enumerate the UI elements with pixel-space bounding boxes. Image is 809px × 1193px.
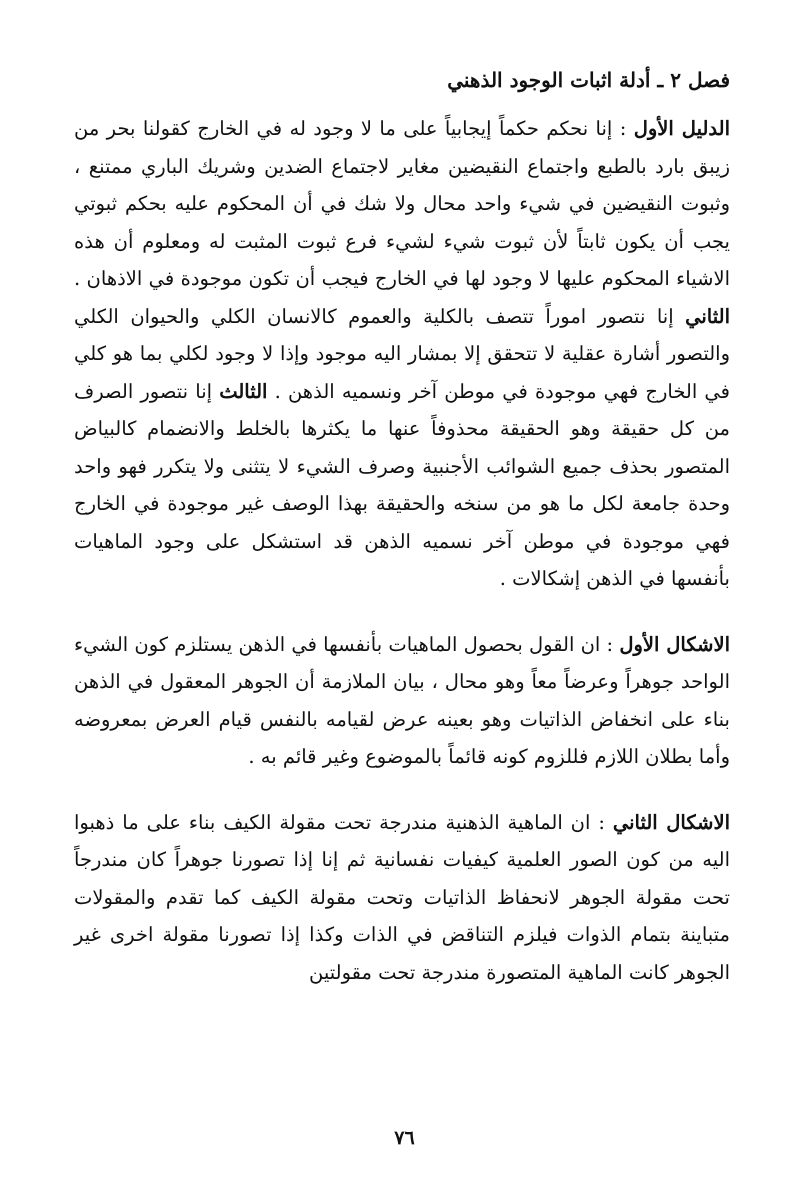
chapter-title: فصل ٢ ـ أدلة اثبات الوجود الذهني — [447, 68, 730, 92]
paragraph-text: إنا نتصور اموراً تتصف بالكلية والعموم كالانسان الكلي والحيوان الكلي والتصور أشارة عقلية لا تتحقق إلا بمشار اليه موجود وإذا لا وجود لكلي بما هو كلي في الخارج فهي موجودة في موطن آخر ونسميه الذهن . — [74, 304, 730, 403]
paragraph-second-objection — [74, 804, 730, 992]
page-number: ٧٦ — [394, 1127, 415, 1149]
paragraph-text: : ان القول بحصول الماهيات بأنفسها في الذهن يستلزم كون الشيء الواحد جوهراً وعرضاً معاً وهو محال ، بيان الملازمة أن الجوهر المعقول في الذهن بناء على انخفاض الذاتيات وهو بعينه عرض لقيامه بالنفس قيام العرض بمعروضه وأما بطلان اللازم فللزوم كونه قائماً بالموضوع وغير قائم به . — [74, 632, 730, 768]
paragraph-lead-second-objection: الاشكال الثاني — [612, 810, 730, 834]
paragraph-lead-first-proof: الدليل الأول — [633, 117, 730, 140]
book-page — [74, 58, 730, 1158]
paragraph-text: : إنا نحكم حكماً إيجابياً على ما لا وجود له في الخارج كقولنا بحر من زيبق بارد بالطبع واجتماع النقيضين مغاير لاجتماع الضدين وشريك الباري ممتنع ، وثبوت النقيضين في شيء واحد محال ولا شك في أن المحكوم عليه بحكم ثبوتي يجب أن يكون ثابتاً لأن ثبوت شيء لشيء فرع ثبوت المثبت له ومعلوم أن هذه الاشياء المحكوم عليها لا وجود لها في الخارج فيجب أن تكون موجودة في الاذهان . — [74, 117, 730, 290]
paragraph-text: إنا نتصور الصرف من كل حقيقة وهو الحقيقة محذوفاً عنها ما يكثرها بالخلط والانضمام كالبياض المتصور بحذف جميع الشوائب الأجنبية وصرف الشيء لا يتثنى ولا يتكرر فهو واحد وحدة جامعة لكل ما هو من سنخه والحقيقة بهذا الوصف غير موجودة في الخارج فهي موجودة في موطن آخر نسميه الذهن قد استشكل على وجود الماهيات بأنفسها في الذهن إشكالات . — [74, 379, 730, 590]
inline-heading-second: الثاني — [685, 304, 730, 328]
paragraph-text: : ان الماهية الذهنية مندرجة تحت مقولة الكيف بناء على ما ذهبوا اليه من كون الصور العلمية كيفيات نفسانية ثم إنا إذا تصورنا جوهراً كان مندرجاً تحت مقولة الجوهر لانحفاظ الذاتيات وتحت مقولة الكيف كما تقدم والمقولات متباينة بتمام الذوات فيلزم التناقض في الذات وكذا إذا تصورنا مقولة اخرى غير الجوهر كانت الماهية المتصورة مندرجة تحت مقولتين — [74, 810, 730, 984]
paragraph-first-proof — [74, 110, 730, 598]
paragraph-first-objection — [74, 626, 730, 776]
paragraph-lead-first-objection: الاشكال الأول — [619, 632, 730, 656]
inline-heading-third: الثالث — [219, 379, 268, 403]
